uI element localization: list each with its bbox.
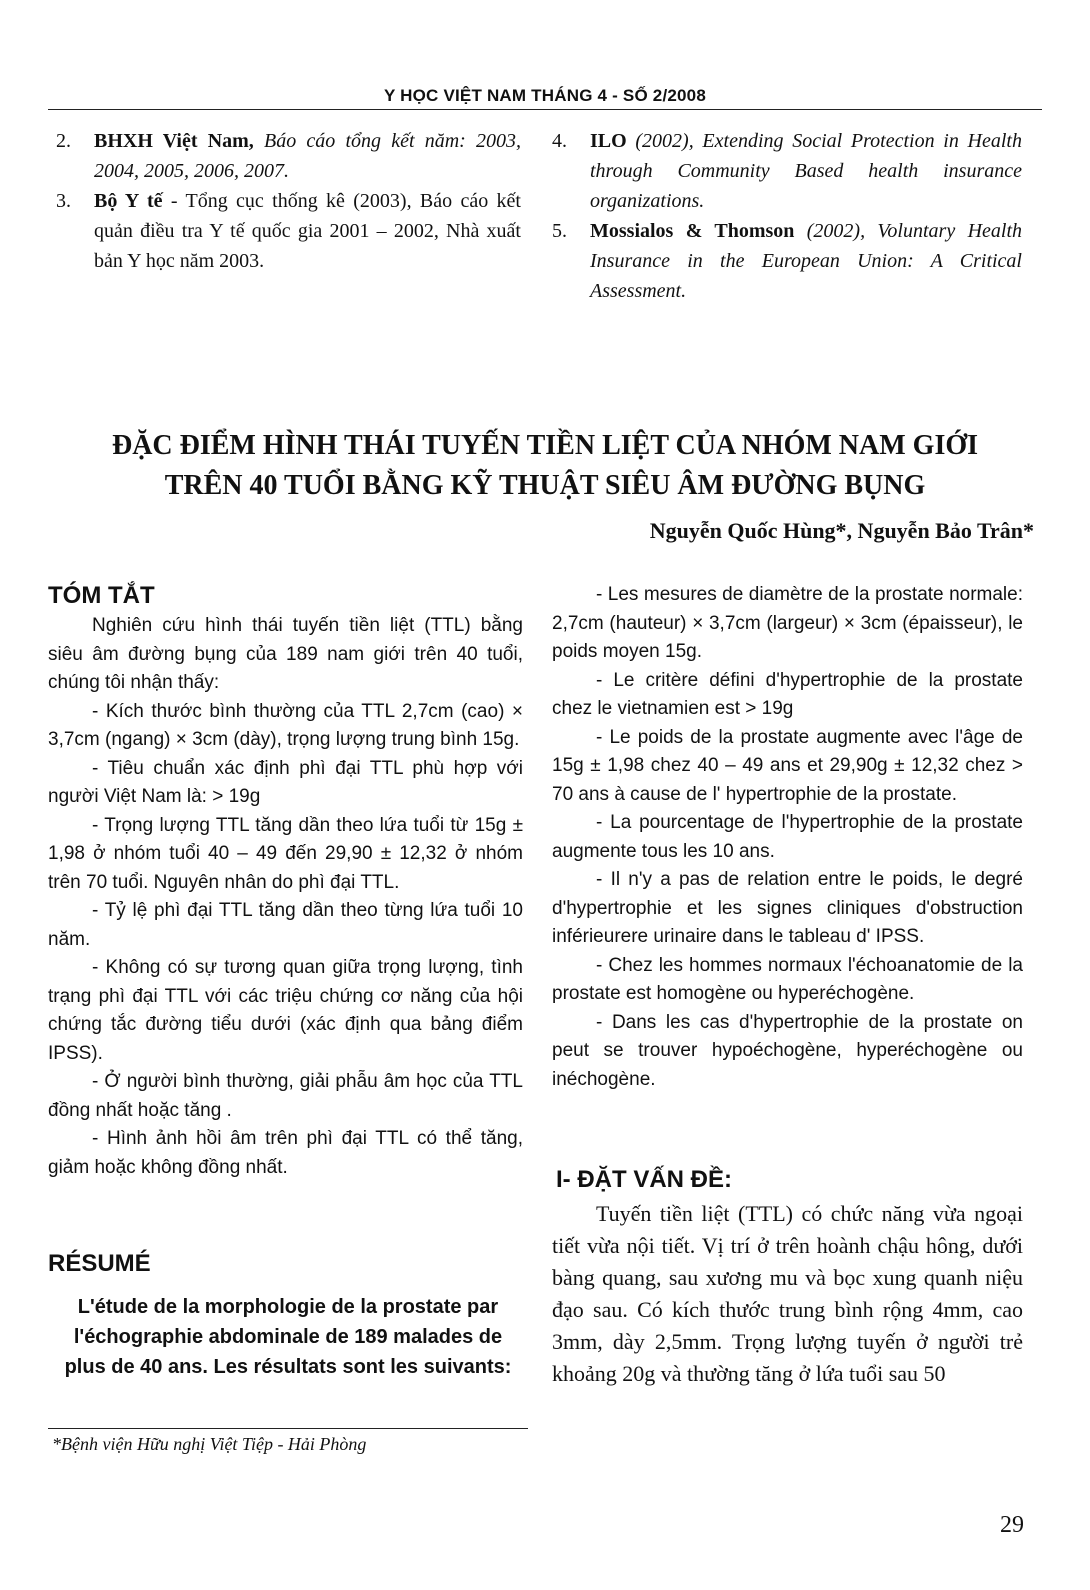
resume-paragraph: - Chez les hommes normaux l'échoanatomie de la prostate est homogène ou hyperéchogène.	[552, 954, 1023, 1004]
reference-text: (2002), Extending Social Protection in Health through Community Based health insurance organizations.	[590, 130, 1022, 212]
resume-intro: L'étude de la morphologie de la prostate par l'échographie abdominale de 189 malades de plus de 40 ans. Les résultats sont les suivants:	[64, 1296, 512, 1378]
references-left	[56, 126, 521, 276]
tomtat-paragraph: - Không có sự tương quan giữa trọng lượng, tình trạng phì đại TTL với các triệu chứng cơ năng của hội chứng tắc đường tiểu dưới (xác định qua bảng điểm IPSS).	[48, 957, 523, 1064]
tomtat-paragraph: - Tiêu chuẩn xác định phì đại TTL phù hợp với người Việt Nam là: > 19g	[48, 757, 523, 807]
dat-van-de-heading: I- ĐẶT VẤN ĐỀ:	[556, 1166, 732, 1193]
tomtat-body	[48, 612, 523, 1182]
resume-paragraph: - Dans les cas d'hypertrophie de la prostate on peut se trouver hypoéchogène, hyperéchogène ou inéchogène.	[552, 1011, 1023, 1090]
references-right	[552, 126, 1022, 306]
reference-number: 4.	[552, 130, 567, 152]
header-rule	[48, 109, 1042, 110]
reference-text: (2002), Voluntary Health Insurance in the European Union: A Critical Assessment.	[590, 220, 1022, 302]
reference-author: ILO	[590, 130, 627, 152]
reference-text: - Tổng cục thống kê (2003), Báo cáo kết quản điều tra Y tế quốc gia 2001 – 2002, Nhà xuất bản Y học năm 2003.	[94, 190, 521, 272]
title-line-2: TRÊN 40 TUỔI BẰNG KỸ THUẬT SIÊU ÂM ĐƯỜNG BỤNG	[164, 470, 926, 501]
dat-van-de-body	[552, 1198, 1023, 1390]
resume-body	[552, 581, 1023, 1094]
reference-item	[552, 216, 1022, 306]
tomtat-paragraph: - Trọng lượng TTL tăng dần theo lứa tuổi từ 15g ± 1,98 ở nhóm tuổi 40 – 49 đến 29,90 ± 12,32 ở nhóm trên 70 tuổi. Nguyên nhân do phì đại TTL.	[48, 814, 523, 893]
authors: Nguyễn Quốc Hùng*, Nguyễn Bảo Trân*	[649, 518, 1034, 543]
dat-van-de-paragraph: Tuyến tiền liệt (TTL) có chức năng vừa ngoại tiết vừa nội tiết. Vị trí ở trên hoành chậu hông, dưới bàng quang, sau xương mu và bọc xung quanh niệu đạo sau. Có kích thước trung bình rộng 4mm, cao 3mm, dày 2,5mm. Trọng lượng tuyến ở người trẻ khoảng 20g và thường tăng ở lứa tuổi sau 50	[552, 1201, 1023, 1386]
reference-item	[56, 126, 521, 186]
tomtat-paragraph: - Kích thước bình thường của TTL 2,7cm (cao) × 3,7cm (ngang) × 3cm (dày), trọng lượng trung bình 15g.	[48, 700, 523, 750]
reference-item	[552, 126, 1022, 216]
reference-author: Bộ Y tế	[94, 190, 163, 212]
resume-paragraph: - Le critère défini d'hypertrophie de la prostate chez le vietnamien est > 19g	[552, 669, 1023, 719]
footnote: *Bệnh viện Hữu nghị Việt Tiệp - Hải Phòng	[52, 1434, 367, 1454]
reference-author: BHXH Việt Nam,	[94, 130, 254, 152]
article-title	[0, 426, 1090, 506]
reference-text: Báo cáo tổng kết năm: 2003, 2004, 2005, 2006, 2007.	[94, 130, 521, 182]
resume-paragraph: - Le poids de la prostate augmente avec l'âge de 15g ± 1,98 chez 40 – 49 ans et 29,90g ± 12,32 chez > 70 ans à cause de l' hypertrophie de la prostate.	[552, 726, 1023, 805]
title-line-1: ĐẶC ĐIỂM HÌNH THÁI TUYẾN TIỀN LIỆT CỦA NHÓM NAM GIỚI	[111, 430, 979, 461]
tomtat-paragraph: - Hình ảnh hồi âm trên phì đại TTL có thể tăng, giảm hoặc không đồng nhất.	[48, 1128, 523, 1178]
resume-paragraph: - Il n'y a pas de relation entre le poids, le degré d'hypertrophie et les signes cliniques d'obstruction inférieurere urinaire dans le tableau d' IPSS.	[552, 869, 1023, 947]
tomtat-paragraph: - Tỷ lệ phì đại TTL tăng dần theo từng lứa tuổi 10 năm.	[48, 900, 523, 950]
reference-number: 5.	[552, 220, 567, 242]
page-number: 29	[1000, 1512, 1024, 1538]
footnote-rule	[48, 1428, 528, 1429]
resume-paragraph: - Les mesures de diamètre de la prostate normale: 2,7cm (hauteur) × 3,7cm (largeur) × 3cm (épaisseur), le poids moyen 15g.	[552, 584, 1023, 662]
running-header: Y HỌC VIỆT NAM THÁNG 4 - SỐ 2/2008	[383, 86, 706, 105]
tomtat-heading: TÓM TẮT	[48, 582, 155, 609]
resume-heading: RÉSUMÉ	[48, 1250, 151, 1277]
reference-item	[56, 186, 521, 276]
tomtat-paragraph: - Ở người bình thường, giải phẫu âm học của TTL đồng nhất hoặc tăng .	[48, 1071, 523, 1121]
tomtat-paragraph: Nghiên cứu hình thái tuyến tiền liệt (TTL) bằng siêu âm đường bụng của 189 nam giới trên 40 tuổi, chúng tôi nhận thấy:	[48, 615, 523, 693]
resume-paragraph: - La pourcentage de l'hypertrophie de la prostate augmente tous les 10 ans.	[552, 812, 1023, 862]
reference-number: 2.	[56, 130, 71, 152]
reference-number: 3.	[56, 190, 71, 212]
reference-author: Mossialos & Thomson	[590, 220, 795, 242]
